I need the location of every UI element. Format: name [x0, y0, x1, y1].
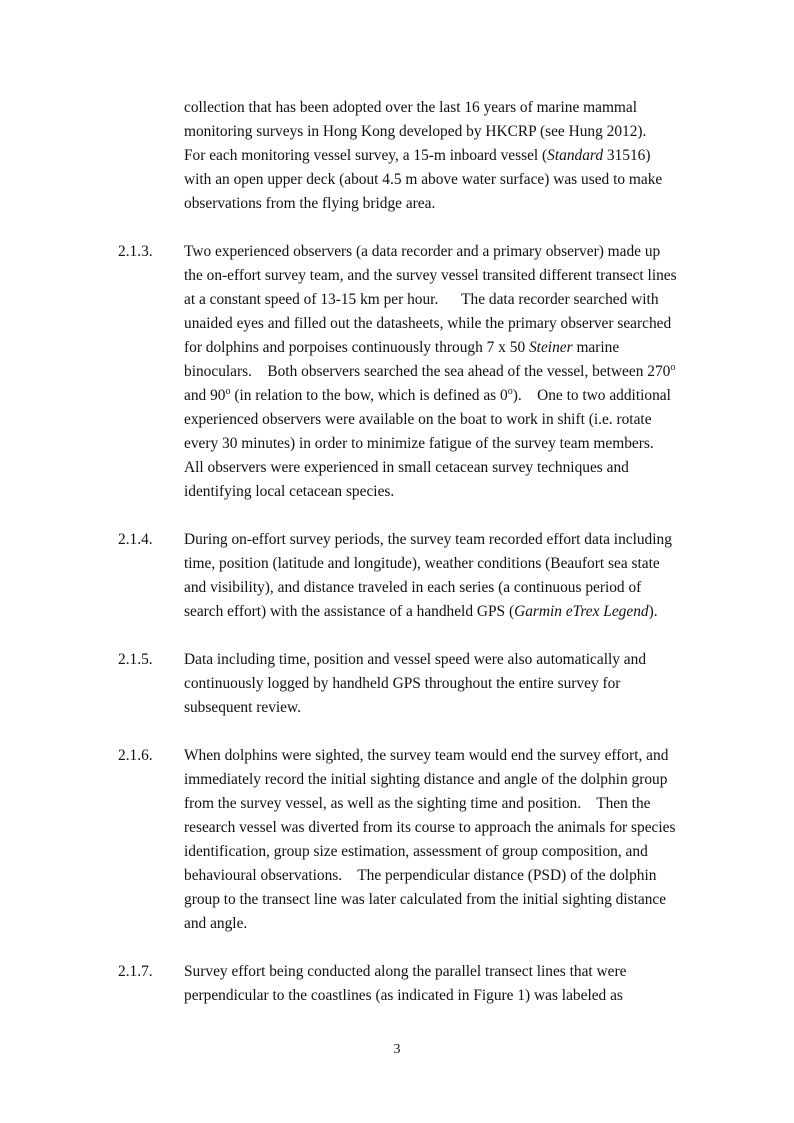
- paragraph-line: perpendicular to the coastlines (as indicated in Figure 1) was labeled as: [184, 987, 623, 1004]
- paragraph-line: continuously logged by handheld GPS throughout the entire survey for: [184, 675, 621, 692]
- paragraph-line: monitoring surveys in Hong Kong developed by HKCRP (see Hung 2012).: [184, 123, 647, 140]
- paragraph-line: Survey effort being conducted along the parallel transect lines that were: [184, 963, 627, 980]
- degree-superscript: o: [507, 385, 513, 397]
- italic-text: Steiner: [528, 339, 573, 356]
- text-run: and 90: [184, 387, 226, 404]
- text-run: For each monitoring vessel survey, a 15-m inboard vessel (: [184, 147, 548, 164]
- paragraph-line: immediately record the initial sighting distance and angle of the dolphin group: [184, 771, 668, 788]
- paragraph-line: from the survey vessel, as well as the sighting time and position. Then the: [184, 795, 651, 812]
- paragraph-line: [184, 144, 651, 168]
- section-number: 2.1.5.: [118, 651, 153, 668]
- paragraph-line: unaided eyes and filled out the datasheets, while the primary observer searched: [184, 315, 672, 332]
- text-run: for dolphins and porpoises continuously through 7 x 50: [184, 339, 529, 356]
- text-run: search effort) with the assistance of a handheld GPS (: [184, 603, 515, 620]
- section-number: 2.1.6.: [118, 747, 153, 764]
- paragraph-line: behavioural observations. The perpendicular distance (PSD) of the dolphin: [184, 867, 657, 884]
- degree-superscript: o: [225, 385, 231, 397]
- paragraph-line: All observers were experienced in small cetacean survey techniques and: [184, 459, 629, 476]
- paragraph-line: When dolphins were sighted, the survey team would end the survey effort, and: [184, 747, 669, 764]
- paragraph-line: identification, group size estimation, assessment of group composition, and: [184, 843, 648, 860]
- italic-text: Standard: [547, 147, 604, 164]
- paragraph-line: identifying local cetacean species.: [184, 483, 395, 500]
- paragraph-line: [184, 336, 619, 360]
- text-run: ).: [648, 603, 658, 620]
- paragraph-line: [184, 600, 658, 624]
- italic-text: Garmin eTrex Legend: [514, 603, 649, 620]
- paragraph-line: experienced observers were available on the boat to work in shift (i.e. rotate: [184, 411, 652, 428]
- paragraph-line: [184, 384, 671, 408]
- section-number: 2.1.3.: [118, 243, 153, 260]
- paragraph-line: observations from the flying bridge area.: [184, 195, 436, 212]
- paragraph-line: subsequent review.: [184, 699, 301, 716]
- paragraph-line: [184, 360, 675, 384]
- text-run: 31516): [603, 147, 651, 164]
- paragraph-line: with an open upper deck (about 4.5 m above water surface) was used to make: [184, 171, 663, 188]
- paragraph-line: and visibility), and distance traveled in each series (a continuous period of: [184, 579, 642, 596]
- paragraph-line: at a constant speed of 13-15 km per hour. The data recorder searched with: [184, 291, 659, 308]
- section-number: 2.1.4.: [118, 531, 153, 548]
- text-run: (in relation to the bow, which is defined as 0: [230, 387, 508, 404]
- paragraph-line: and angle.: [184, 915, 248, 932]
- page-number: 3: [393, 1042, 401, 1057]
- paragraph-line: every 30 minutes) in order to minimize fatigue of the survey team members.: [184, 435, 654, 452]
- paragraph-line: During on-effort survey periods, the survey team recorded effort data including: [184, 531, 672, 548]
- paragraph-line: research vessel was diverted from its course to approach the animals for species: [184, 819, 676, 836]
- paragraph-line: group to the transect line was later calculated from the initial sighting distance: [184, 891, 667, 908]
- text-run: binoculars. Both observers searched the sea ahead of the vessel, between 270: [184, 363, 671, 380]
- section-number: 2.1.7.: [118, 963, 153, 980]
- paragraph-line: Two experienced observers (a data recorder and a primary observer) made up: [184, 243, 661, 260]
- paragraph-line: time, position (latitude and longitude), weather conditions (Beaufort sea state: [184, 555, 660, 572]
- paragraph-line: the on-effort survey team, and the survey vessel transited different transect lines: [184, 267, 677, 284]
- text-run: marine: [572, 339, 620, 356]
- text-run: ). One to two additional: [512, 387, 671, 404]
- paragraph-line: Data including time, position and vessel speed were also automatically and: [184, 651, 647, 668]
- degree-superscript: o: [670, 361, 676, 373]
- paragraph-line: collection that has been adopted over the last 16 years of marine mammal: [184, 99, 638, 116]
